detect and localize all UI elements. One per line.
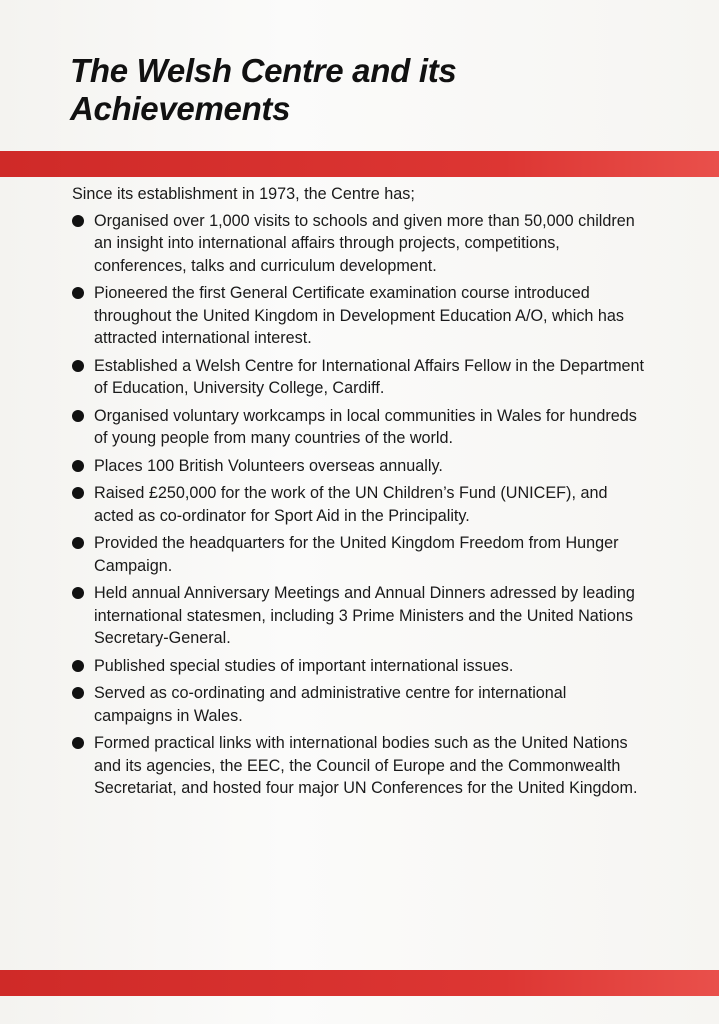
bottom-red-band (0, 970, 719, 996)
list-item-text: Organised voluntary workcamps in local communities in Wales for hundreds of young people from many countries of the world. (94, 406, 637, 447)
bullet-icon (72, 460, 84, 472)
bullet-icon (72, 587, 84, 599)
list-item-text: Organised over 1,000 visits to schools and given more than 50,000 children an insight into international affairs through projects, competitions, conferences, talks and curriculum development. (94, 211, 635, 275)
list-item (72, 210, 647, 278)
list-item-text: Raised £250,000 for the work of the UN Children’s Fund (UNICEF), and acted as co-ordinator for Sport Aid in the Principality. (94, 484, 608, 525)
bullet-icon (72, 537, 84, 549)
list-item (72, 482, 647, 527)
list-item (72, 455, 647, 478)
list-item (72, 355, 647, 400)
list-item-text: Provided the headquarters for the United Kingdom Freedom from Hunger Campaign. (94, 534, 619, 575)
bullet-icon (72, 215, 84, 227)
achievements-content (72, 183, 647, 805)
top-red-band (0, 151, 719, 177)
list-item (72, 682, 647, 727)
list-item-text: Served as co-ordinating and administrative centre for international campaigns in Wales. (94, 684, 567, 725)
list-item-text: Formed practical links with international bodies such as the United Nations and its agencies, the EEC, the Council of Europe and the Commonwealth Secretariat, and hosted four major UN Conferences for the United Kingdom. (94, 734, 638, 797)
title-line-1: The Welsh Centre and its (70, 52, 457, 89)
bullet-icon (72, 487, 84, 499)
bullet-icon (72, 737, 84, 749)
bullet-icon (72, 660, 84, 672)
list-item-text: Held annual Anniversary Meetings and Annual Dinners adressed by leading international statesmen, including 3 Prime Ministers and the United Nations Secretary-General. (94, 584, 635, 647)
list-item (72, 532, 647, 577)
list-item (72, 405, 647, 450)
list-item-text: Established a Welsh Centre for International Affairs Fellow in the Department of Education, University College, Cardiff. (94, 356, 645, 397)
bullet-icon (72, 410, 84, 422)
list-item-text: Pioneered the first General Certificate examination course introduced throughout the United Kingdom in Development Education A/O, which has attracted international interest. (94, 284, 625, 347)
achievements-list (72, 210, 647, 800)
list-item (72, 582, 647, 650)
list-item-text: Published special studies of important international issues. (94, 656, 514, 675)
list-item-text: Places 100 British Volunteers overseas annually. (94, 456, 443, 475)
title-line-2: Achievements (70, 90, 291, 127)
intro-text: Since its establishment in 1973, the Centre has; (72, 185, 415, 203)
bullet-icon (72, 687, 84, 699)
bullet-icon (72, 287, 84, 299)
list-item (72, 655, 647, 678)
list-item (72, 282, 647, 350)
list-item (72, 732, 647, 800)
bullet-icon (72, 360, 84, 372)
page-title (70, 52, 670, 128)
